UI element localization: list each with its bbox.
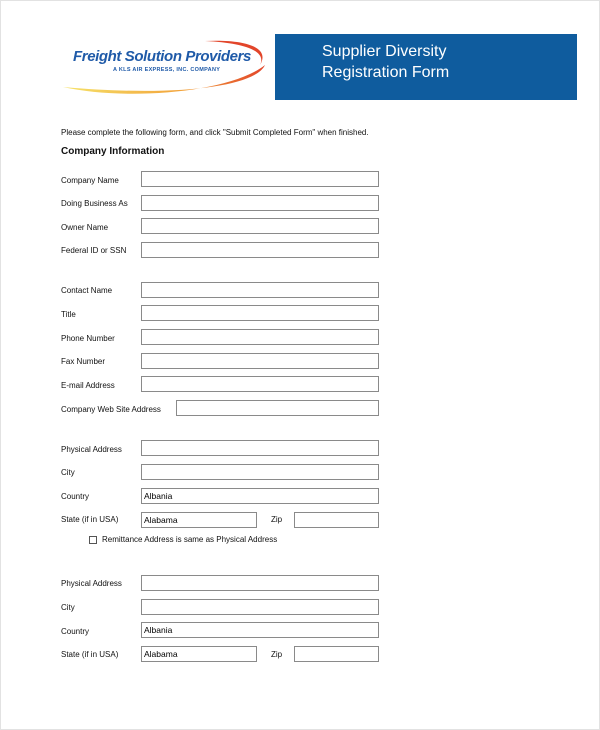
- website-field[interactable]: [176, 400, 379, 416]
- city-field[interactable]: [141, 464, 379, 480]
- country-label: Country: [61, 492, 90, 501]
- contact-name-field[interactable]: [141, 282, 379, 298]
- logo-subtitle: A KLS AIR EXPRESS, INC. COMPANY: [113, 67, 221, 73]
- company-name-label: Company Name: [61, 176, 119, 185]
- owner-name-field[interactable]: [141, 218, 379, 234]
- form-title-line1: Supplier Diversity: [322, 43, 447, 60]
- remittance-city-field[interactable]: [141, 599, 379, 615]
- email-field[interactable]: [141, 376, 379, 392]
- physical-address-label: Physical Address: [61, 445, 122, 454]
- remittance-address-field[interactable]: [141, 575, 379, 591]
- city-label: City: [61, 468, 75, 477]
- zip-field[interactable]: [294, 512, 379, 528]
- company-name-field[interactable]: [141, 171, 379, 187]
- remittance-state-label: State (if in USA): [61, 650, 119, 659]
- remittance-same-checkbox[interactable]: [89, 536, 97, 544]
- state-select[interactable]: Alabama: [141, 512, 257, 528]
- zip-label: Zip: [271, 515, 283, 524]
- fax-field[interactable]: [141, 353, 379, 369]
- remittance-checkbox-label: Remittance Address is same as Physical Address: [102, 535, 278, 544]
- form-title-line2: Registration Form: [322, 64, 450, 81]
- dba-field[interactable]: [141, 195, 379, 211]
- federal-id-label: Federal ID or SSN: [61, 246, 127, 255]
- remittance-zip-label: Zip: [271, 650, 283, 659]
- remittance-city-label: City: [61, 603, 75, 612]
- email-label: E-mail Address: [61, 381, 115, 390]
- country-select[interactable]: Albania: [141, 488, 379, 504]
- remittance-country-label: Country: [61, 627, 90, 636]
- logo-title: Freight Solution Providers: [73, 48, 251, 65]
- website-label: Company Web Site Address: [61, 405, 161, 414]
- phone-field[interactable]: [141, 329, 379, 345]
- federal-id-field[interactable]: [141, 242, 379, 258]
- intro-text: Please complete the following form, and click "Submit Completed Form" when finished.: [61, 128, 369, 137]
- physical-address-field[interactable]: [141, 440, 379, 456]
- remittance-address-label: Physical Address: [61, 579, 122, 588]
- title-field[interactable]: [141, 305, 379, 321]
- phone-label: Phone Number: [61, 334, 115, 343]
- owner-name-label: Owner Name: [61, 223, 109, 232]
- remittance-state-select[interactable]: Alabama: [141, 646, 257, 662]
- dba-label: Doing Business As: [61, 199, 128, 208]
- title-label: Title: [61, 310, 76, 319]
- contact-name-label: Contact Name: [61, 286, 113, 295]
- remittance-country-select[interactable]: Albania: [141, 622, 379, 638]
- fax-label: Fax Number: [61, 357, 106, 366]
- remittance-zip-field[interactable]: [294, 646, 379, 662]
- section-title: Company Information: [61, 146, 165, 157]
- form-title: [322, 41, 572, 83]
- state-label: State (if in USA): [61, 515, 119, 524]
